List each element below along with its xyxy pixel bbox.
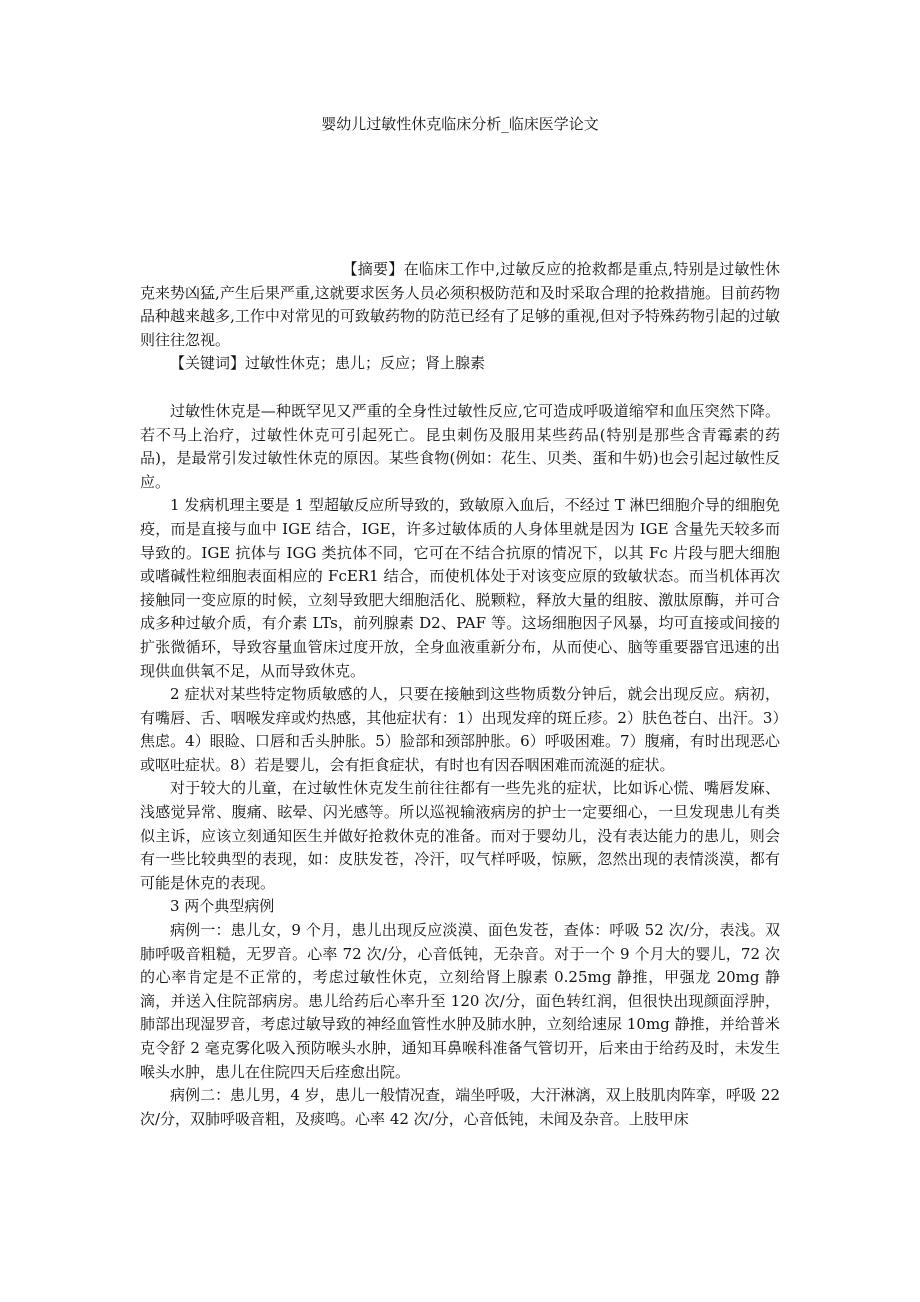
keywords-paragraph: 【关键词】过敏性休克；患儿；反应；肾上腺素 [170,354,486,373]
pathogenesis-paragraph: 1 发病机理主要是 1 型超敏反应所导致的，致敏原入血后，不经过 T 淋巴细胞介导的细胞免疫，而是直接与血中 IGE 结合，IGE，许多过敏体质的人身体里就是因为 IGE 含量先天较多而导致的。IGE 抗体与 IGG 类抗体不同，它可在不结合抗原的情况下，以其 Fc 片段与肥大细胞或嗜碱性粒细胞表面相应的 FcER1 结合，而使机体处于对该变应原的致敏状态。而当机体再次接触同一变应原的时候，立刻导致肥大细胞活化、脱颗粒，释放大量的组胺、激肽原酶，并可合成多种过敏介质，有介素 LTs，前列腺素 D2、PAF 等。这场细胞因子风暴，均可直接或间接的扩张微循环，导致容量血管床过度开放，全身血液重新分布，从而使心、脑等重要器官迅速的出现供血供氧不足，从而导致休克。 [140,496,780,680]
intro-paragraph: 过敏性休克是—种既罕见又严重的全身性过敏性反应,它可造成呼吸道缩窄和血压突然下降。若不马上治疗，过敏性休克可引起死亡。昆虫刺伤及服用某些药品(特别是那些含青霉素的药品)，是最常引发过敏性休克的原因。某些食物(例如：花生、贝类、蛋和牛奶)也会引起过敏性反应。 [140,401,780,491]
older-children-paragraph: 对于较大的儿童，在过敏性休克发生前往往都有一些先兆的症状，比如诉心慌、嘴唇发麻、浅感觉异常、腹痛、眩晕、闪光感等。所以巡视输液病房的护士一定要细心，一旦发现患儿有类似主诉，应该立刻通知医生并做好抢救休克的准备。而对于婴幼儿，没有表达能力的患儿，则会有一些比较典型的表现，如：皮肤发苍，冷汗，叹气样呼吸，惊厥，忽然出现的表情淡漠，都有可能是休克的表现。 [140,779,780,892]
case-two-paragraph: 病例二：患儿男，4 岁，患儿一般情况查，端坐呼吸，大汗淋漓，双上肢肌肉阵挛，呼吸 22 次/分，双肺呼吸音粗，及痰鸣。心率 42 次/分，心音低钝，未闻及杂音。上肢甲床 [140,1086,780,1128]
case-one-paragraph: 病例一：患儿女，9 个月，患儿出现反应淡漠、面色发苍，查体：呼吸 52 次/分，表浅。双肺呼吸音粗糙，无罗音。心率 72 次/分，心音低钝，无杂音。对于一个 9 个月大的婴儿，72 次的心率肯定是不正常的，考虑过敏性休克，立刻给肾上腺素 0.25mg 静推，甲强龙 20mg 静滴，并送入住院部病房。患儿给药后心率升至 120 次/分，面色转红润，但很快出现颜面浮肿，肺部出现湿罗音，考虑过敏导致的神经血管性水肿及肺水肿，立刻给速尿 10mg 静推，并给普米克令舒 2 毫克雾化吸入预防喉头水肿，通知耳鼻喉科准备气管切开，后来由于给药及时，未发生喉头水肿，患儿在住院四天后痊愈出院。 [140,921,780,1081]
symptoms-paragraph: 2 症状对某些特定物质敏感的人，只要在接触到这些物质数分钟后，就会出现反应。病初，有嘴唇、舌、咽喉发痒或灼热感，其他症状有：1）出现发痒的斑丘疹。2）肤色苍白、出汗。3）焦虑。4）眼睑、口唇和舌头肿胀。5）脸部和颈部肿胀。6）呼吸困难。7）腹痛，有时出现恶心或呕吐症状。8）若是婴儿，会有拒食症状，有时也有因吞咽困难而流涎的症状。 [140,685,780,774]
document-body [140,258,780,1131]
cases-heading: 3 两个典型病例 [170,897,275,916]
paragraph-gap [140,376,780,400]
document-title: 婴幼儿过敏性休克临床分析_临床医学论文 [321,115,599,133]
abstract-paragraph: 【摘要】在临床工作中,过敏反应的抢救都是重点,特别是过敏性休克来势凶猛,产生后果严重,这就要求医务人员必须积极防范和及时采取合理的抢救措施。目前药物品种越来越多,工作中对常见的可致敏药物的防范已经有了足够的重视,但对予特殊药物引起的过敏则往往忽视。 [140,260,780,349]
